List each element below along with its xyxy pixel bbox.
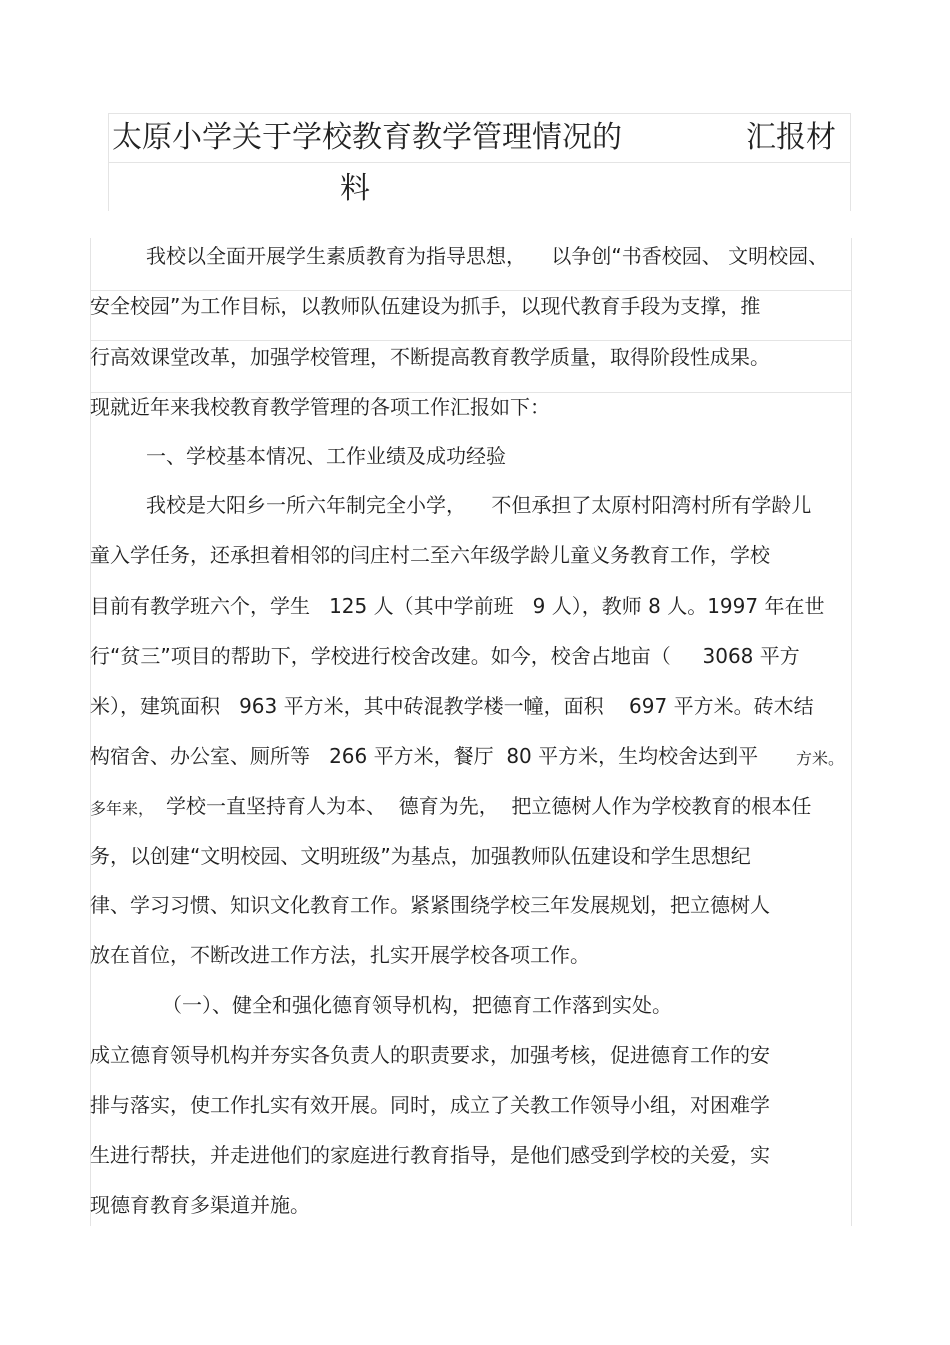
- body-line: 放在首位，不断改进工作方法，扎实开展学校各项工作。: [90, 943, 590, 967]
- title-rule-top: [108, 113, 850, 114]
- body-rule-right: [851, 238, 852, 1226]
- title-part2: 汇报材: [746, 120, 836, 155]
- body-rule-left: [90, 238, 91, 1226]
- body-line: 律、学习习惯、知识文化教育工作。紧紧围绕学校三年发展规划，把立德树人: [90, 893, 770, 917]
- body-line: 成立德育领导机构并夯实各负责人的职责要求，加强考核，促进德育工作的安: [90, 1043, 770, 1067]
- body-line-small: 多年来，: [90, 799, 155, 818]
- body-line: 我校以全面开展学生素质教育为指导思想， 以争创“书香校园、 文明校园、: [146, 244, 829, 268]
- body-line: 童入学任务，还承担着相邻的闫庄村二至六年级学龄儿童义务教育工作，学校: [90, 543, 770, 567]
- body-line: 务，以创建“文明校园、文明班级”为基点，加强教师队伍建设和学生思想纪: [90, 844, 751, 868]
- body-line-small: 方米。: [796, 749, 845, 768]
- document-title-line2: 料: [340, 171, 370, 206]
- title-rule-left: [108, 113, 109, 211]
- title-rule-mid: [108, 162, 850, 163]
- title-part1: 太原小学关于学校教育教学管理情况的: [112, 120, 622, 155]
- body-line: 安全校园”为工作目标，以教师队伍建设为抓手，以现代教育手段为支撑，推: [90, 294, 761, 318]
- section-heading: 一、学校基本情况、工作业绩及成功经验: [146, 444, 506, 468]
- body-line: 现就近年来我校教育教学管理的各项工作汇报如下：: [90, 395, 550, 419]
- body-line: 行高效课堂改革，加强学校管理，不断提高教育教学质量，取得阶段性成果。: [90, 345, 770, 369]
- body-rule-1: [90, 290, 851, 291]
- body-line: 构宿舍、办公室、厕所等 266 平方米，餐厅 80 平方米，生均校舍达到平: [90, 744, 759, 768]
- body-line: 现德育教育多渠道并施。: [90, 1193, 310, 1217]
- body-line: 米），建筑面积 963 平方米，其中砖混教学楼一幢，面积 697 平方米。砖木结: [90, 694, 814, 718]
- title-rule-right: [850, 113, 851, 211]
- body-line: 目前有教学班六个，学生 125 人（其中学前班 9 人），教师 8 人。1997 年在世: [90, 594, 825, 618]
- body-line: 学校一直坚持育人为本、 德育为先， 把立德树人作为学校教育的根本任: [166, 794, 812, 818]
- subsection-heading: （一）、健全和强化德育领导机构，把德育工作落到实处。: [162, 993, 672, 1017]
- body-line: 生进行帮扶，并走进他们的家庭进行教育指导，是他们感受到学校的关爱，实: [90, 1143, 770, 1167]
- body-line: 行“贫三”项目的帮助下，学校进行校舍改建。如今，校舍占地亩（ 3068 平方: [90, 644, 800, 668]
- document-title-line1: [112, 117, 848, 159]
- body-rule-2: [90, 340, 851, 341]
- body-line: 排与落实，使工作扎实有效开展。同时，成立了关教工作领导小组，对困难学: [90, 1093, 770, 1117]
- body-rule-3: [90, 392, 851, 393]
- body-line: 我校是大阳乡一所六年制完全小学， 不但承担了太原村阳湾村所有学龄儿: [146, 493, 812, 517]
